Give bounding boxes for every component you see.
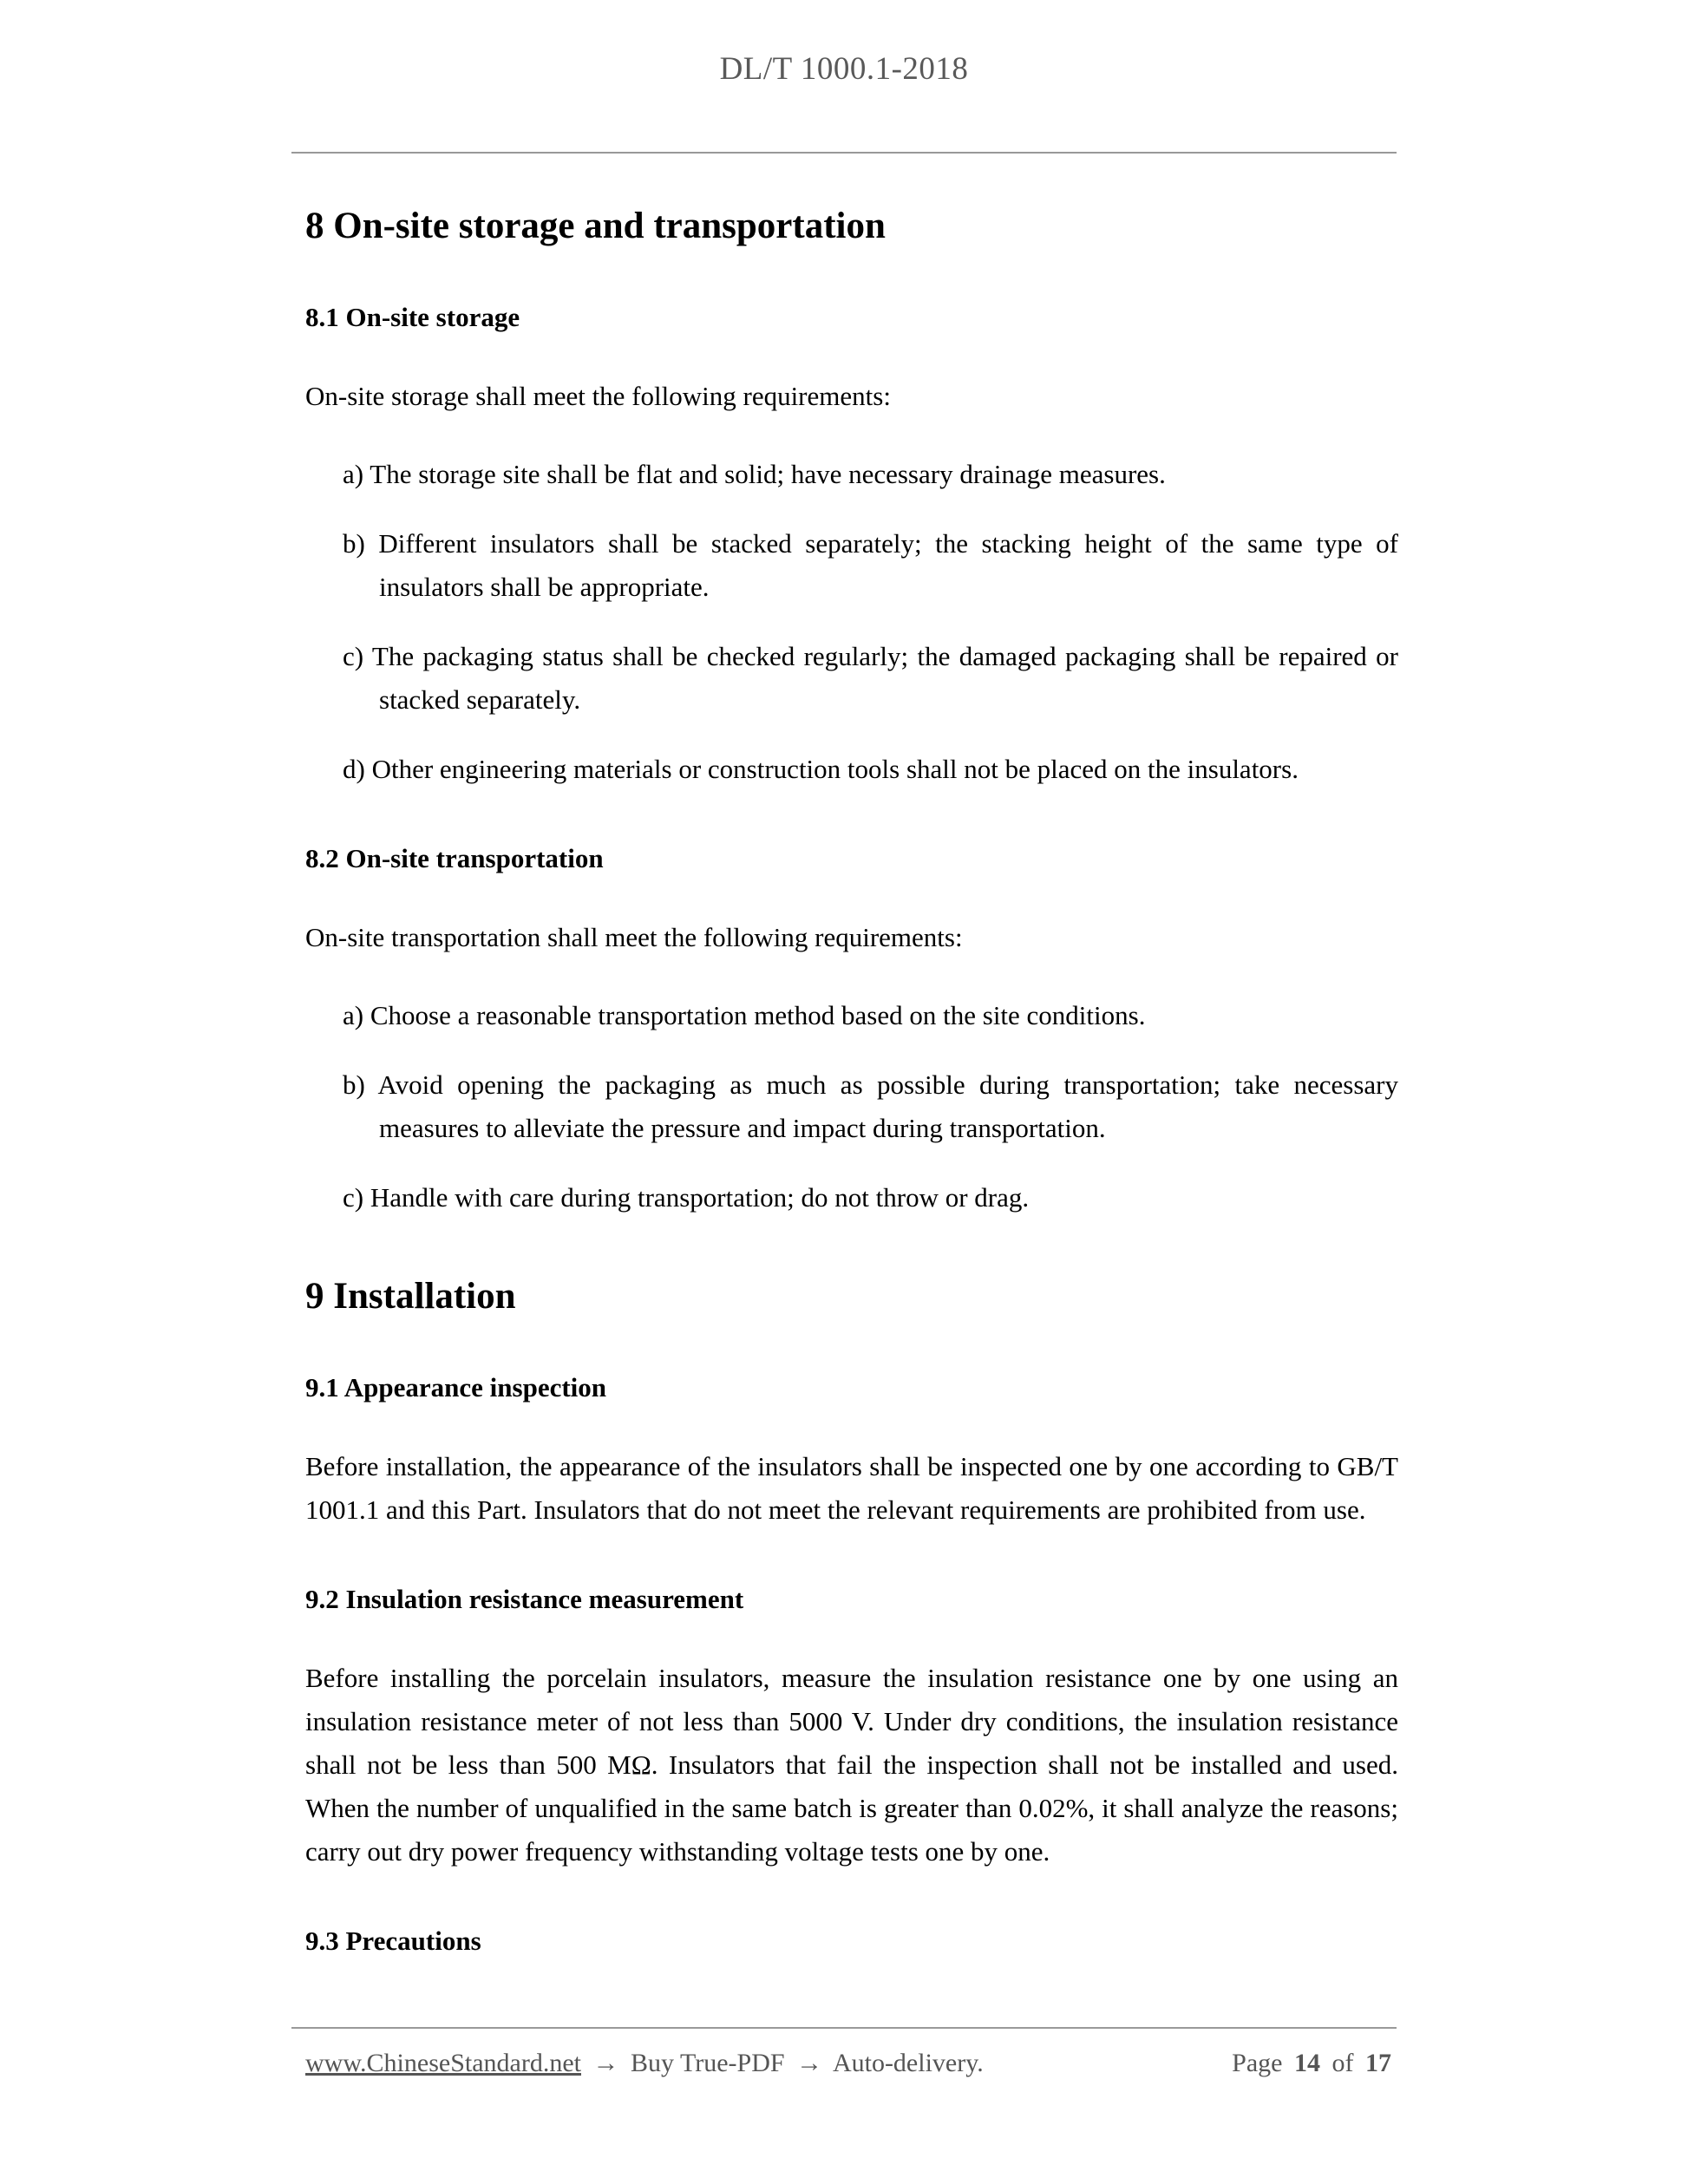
footer-buy-label: Buy True-PDF bbox=[631, 2049, 785, 2077]
footer-left bbox=[305, 2049, 989, 2078]
footer-divider bbox=[291, 2027, 1397, 2029]
page-label: Page bbox=[1232, 2049, 1283, 2077]
page-total: 17 bbox=[1365, 2049, 1391, 2077]
list-item: c) The packaging status shall be checked regularly; the damaged packaging shall be repaired or stacked separately. bbox=[343, 641, 1398, 715]
section-9-2-body: Before installing the porcelain insulators, measure the insulation resistance one by one using an insulation resistance meter of not less than 5000 V. Under dry conditions, the insulation resistance shall not be less than 500 MΩ. Insulators that fail the inspection shall not be installed and used. When the number of unqualified in the same batch is greater than 0.02%, it shall analyze the reasons; carry out dry power frequency withstanding voltage tests one by one. bbox=[305, 1663, 1398, 1867]
list-item: b) Avoid opening the packaging as much as possible during transportation; take necessary measures to alleviate the pressure and impact during transportation. bbox=[343, 1069, 1398, 1143]
page-header-doc-code: DL/T 1000.1-2018 bbox=[719, 51, 969, 87]
section-8-title: 8 On-site storage and transportation bbox=[305, 206, 886, 246]
section-9-3-title: 9.3 Precautions bbox=[305, 1926, 481, 1956]
arrow-icon: → bbox=[592, 2049, 619, 2077]
section-8-2-title: 8.2 On-site transportation bbox=[305, 843, 604, 873]
page-content bbox=[305, 179, 1398, 1998]
footer-site-link[interactable]: www.ChineseStandard.net bbox=[305, 2049, 581, 2077]
list-item: c) Handle with care during transportation; do not throw or drag. bbox=[343, 1182, 1030, 1213]
list-item: d) Other engineering materials or construction tools shall not be placed on the insulators. bbox=[343, 754, 1299, 784]
section-9-1-title: 9.1 Appearance inspection bbox=[305, 1372, 607, 1403]
arrow-icon: → bbox=[796, 2049, 823, 2077]
section-8-1-title: 8.1 On-site storage bbox=[305, 302, 520, 332]
of-label: of bbox=[1331, 2049, 1354, 2077]
list-item: a) Choose a reasonable transportation method based on the site conditions. bbox=[343, 1000, 1146, 1030]
header-divider bbox=[291, 152, 1397, 154]
list-item: b) Different insulators shall be stacked separately; the stacking height of the same type of insulators shall be appropriate. bbox=[343, 528, 1398, 602]
list-item: a) The storage site shall be flat and solid; have necessary drainage measures. bbox=[343, 459, 1166, 489]
footer-delivery-label: Auto-delivery. bbox=[832, 2049, 984, 2077]
page-number-indicator bbox=[1227, 2049, 1391, 2078]
section-9-title: 9 Installation bbox=[305, 1276, 516, 1317]
section-9-2-title: 9.2 Insulation resistance measurement bbox=[305, 1584, 744, 1614]
section-8-2-intro: On-site transportation shall meet the following requirements: bbox=[305, 922, 963, 952]
section-8-1-intro: On-site storage shall meet the following requirements: bbox=[305, 381, 891, 411]
page-footer bbox=[305, 2049, 1391, 2078]
section-9-1-body: Before installation, the appearance of the insulators shall be inspected one by one according to GB/T 1001.1 and this Part. Insulators that do not meet the relevant requirements are prohibited from use. bbox=[305, 1451, 1398, 1525]
page-current: 14 bbox=[1294, 2049, 1320, 2077]
